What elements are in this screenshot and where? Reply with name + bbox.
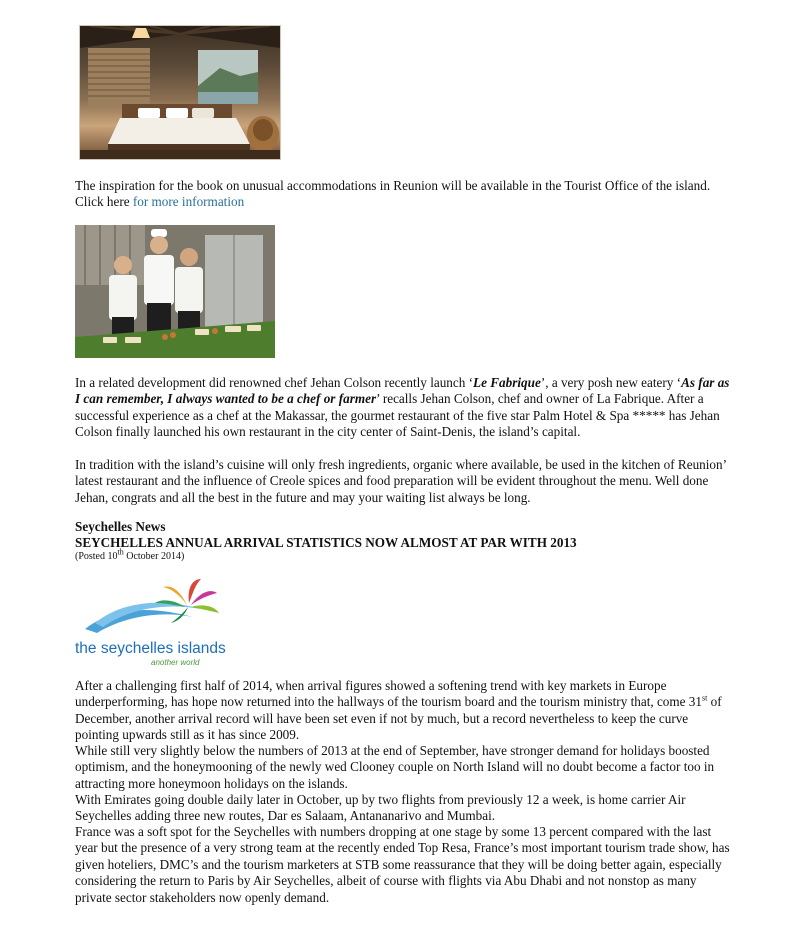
chefs-photo xyxy=(75,225,275,358)
article-headline: SEYCHELLES ANNUAL ARRIVAL STATISTICS NOW ALMOST AT PAR WITH 2013 xyxy=(75,535,577,550)
sey-p1-sup: st xyxy=(702,694,708,704)
bedroom-photo xyxy=(79,25,281,160)
seychelles-paragraph-3: With Emirates going double daily later in October, up by two flights from previously 12 a week, is home carrier Air Seychelles adding three new routes, Dar es Salaam, Antananarivo and Mumbai. xyxy=(75,792,686,824)
chef-text-a: In a related development did renowned chef Jehan Colson recently launch ‘ xyxy=(75,375,474,390)
seychelles-logo-graphic xyxy=(75,577,235,669)
section-heading: Seychelles News xyxy=(75,519,166,534)
chef-paragraph-2: In tradition with the island’s cuisine will only fresh ingredients, organic where available, be used in the kitchen of Reunion’ latest restaurant and the influence of Creole spices and food preparation will be evident throughout the menu. Well done Jehan, congrats and all the best in the future and may your waiting list always be long. xyxy=(75,457,727,505)
intro-paragraph xyxy=(75,178,730,211)
chef-paragraph-1 xyxy=(75,375,730,441)
sey-p1-text-b: of December, another arrival record will have been set even if not by much, but a record nevertheless to keep the curve pointing upwards still as it has since 2009. xyxy=(75,694,722,743)
seychelles-logo xyxy=(75,577,235,669)
intro-text: The inspiration for the book on unusual accommodations in Reunion will be available in the Tourist Office of the island. Click here xyxy=(75,178,711,210)
chef-text-b: ’, a very posh new eatery ‘ xyxy=(540,375,682,390)
sey-p1-text-a: After a challenging first half of 2014, when arrival figures showed a softening trend with key markets in Europe underperforming, has hope now returned into the hallways of the tourism board and the tourism ministry that, come 31 xyxy=(75,678,702,710)
chef-quote: As far as I can remember, I always wanted to be a chef or farmer xyxy=(75,375,730,407)
seychelles-paragraph-2: While still very slightly below the numbers of 2013 at the end of September, have stronger demand for holidays boosted optimism, and the honeymooning of the newly wed Clooney couple on North Island will no doubt become a factor too in attracting more honeymoon holidays on the islands. xyxy=(75,743,715,791)
more-information-link[interactable]: for more information xyxy=(132,194,245,210)
posted-sup: th xyxy=(117,547,124,557)
seychelles-paragraph-1 xyxy=(75,678,730,744)
bedroom-photo-graphic xyxy=(80,26,280,159)
seychelles-paragraph-4: France was a soft spot for the Seychelles with numbers dropping at one stage by some 13 percent compared with the last year but the presence of a very strong team at the recently ended Top Resa, France’s most important tourism trade show, has given hoteliers, DMC’s and the tourism marketers at STB some reassurance that they will be doing better again, especially considering the return to Paris by Air Seychelles, albeit of course with flights via Abu Dhabi and not nonstop as many private sector stakeholders now openly demand. xyxy=(75,824,730,905)
logo-tagline-text: another world xyxy=(151,658,200,667)
restaurant-name: Le Fabrique xyxy=(473,375,541,390)
logo-name-text: the seychelles islands xyxy=(75,640,226,657)
chefs-photo-graphic xyxy=(75,225,275,358)
posted-text-b: October 2014) xyxy=(123,551,185,562)
posted-text-a: (Posted 10 xyxy=(75,551,118,562)
posted-date xyxy=(75,547,185,562)
chef-text-c: ’ recalls Jehan Colson, chef and owner of La Fabrique. After a successful experience as a chef at the Makassar, the gourmet restaurant of the five star Palm Hotel & Spa ***** has Jehan Colson finally launched his own restaurant in the city center of Saint-Denis, the island’s capital. xyxy=(75,391,720,440)
